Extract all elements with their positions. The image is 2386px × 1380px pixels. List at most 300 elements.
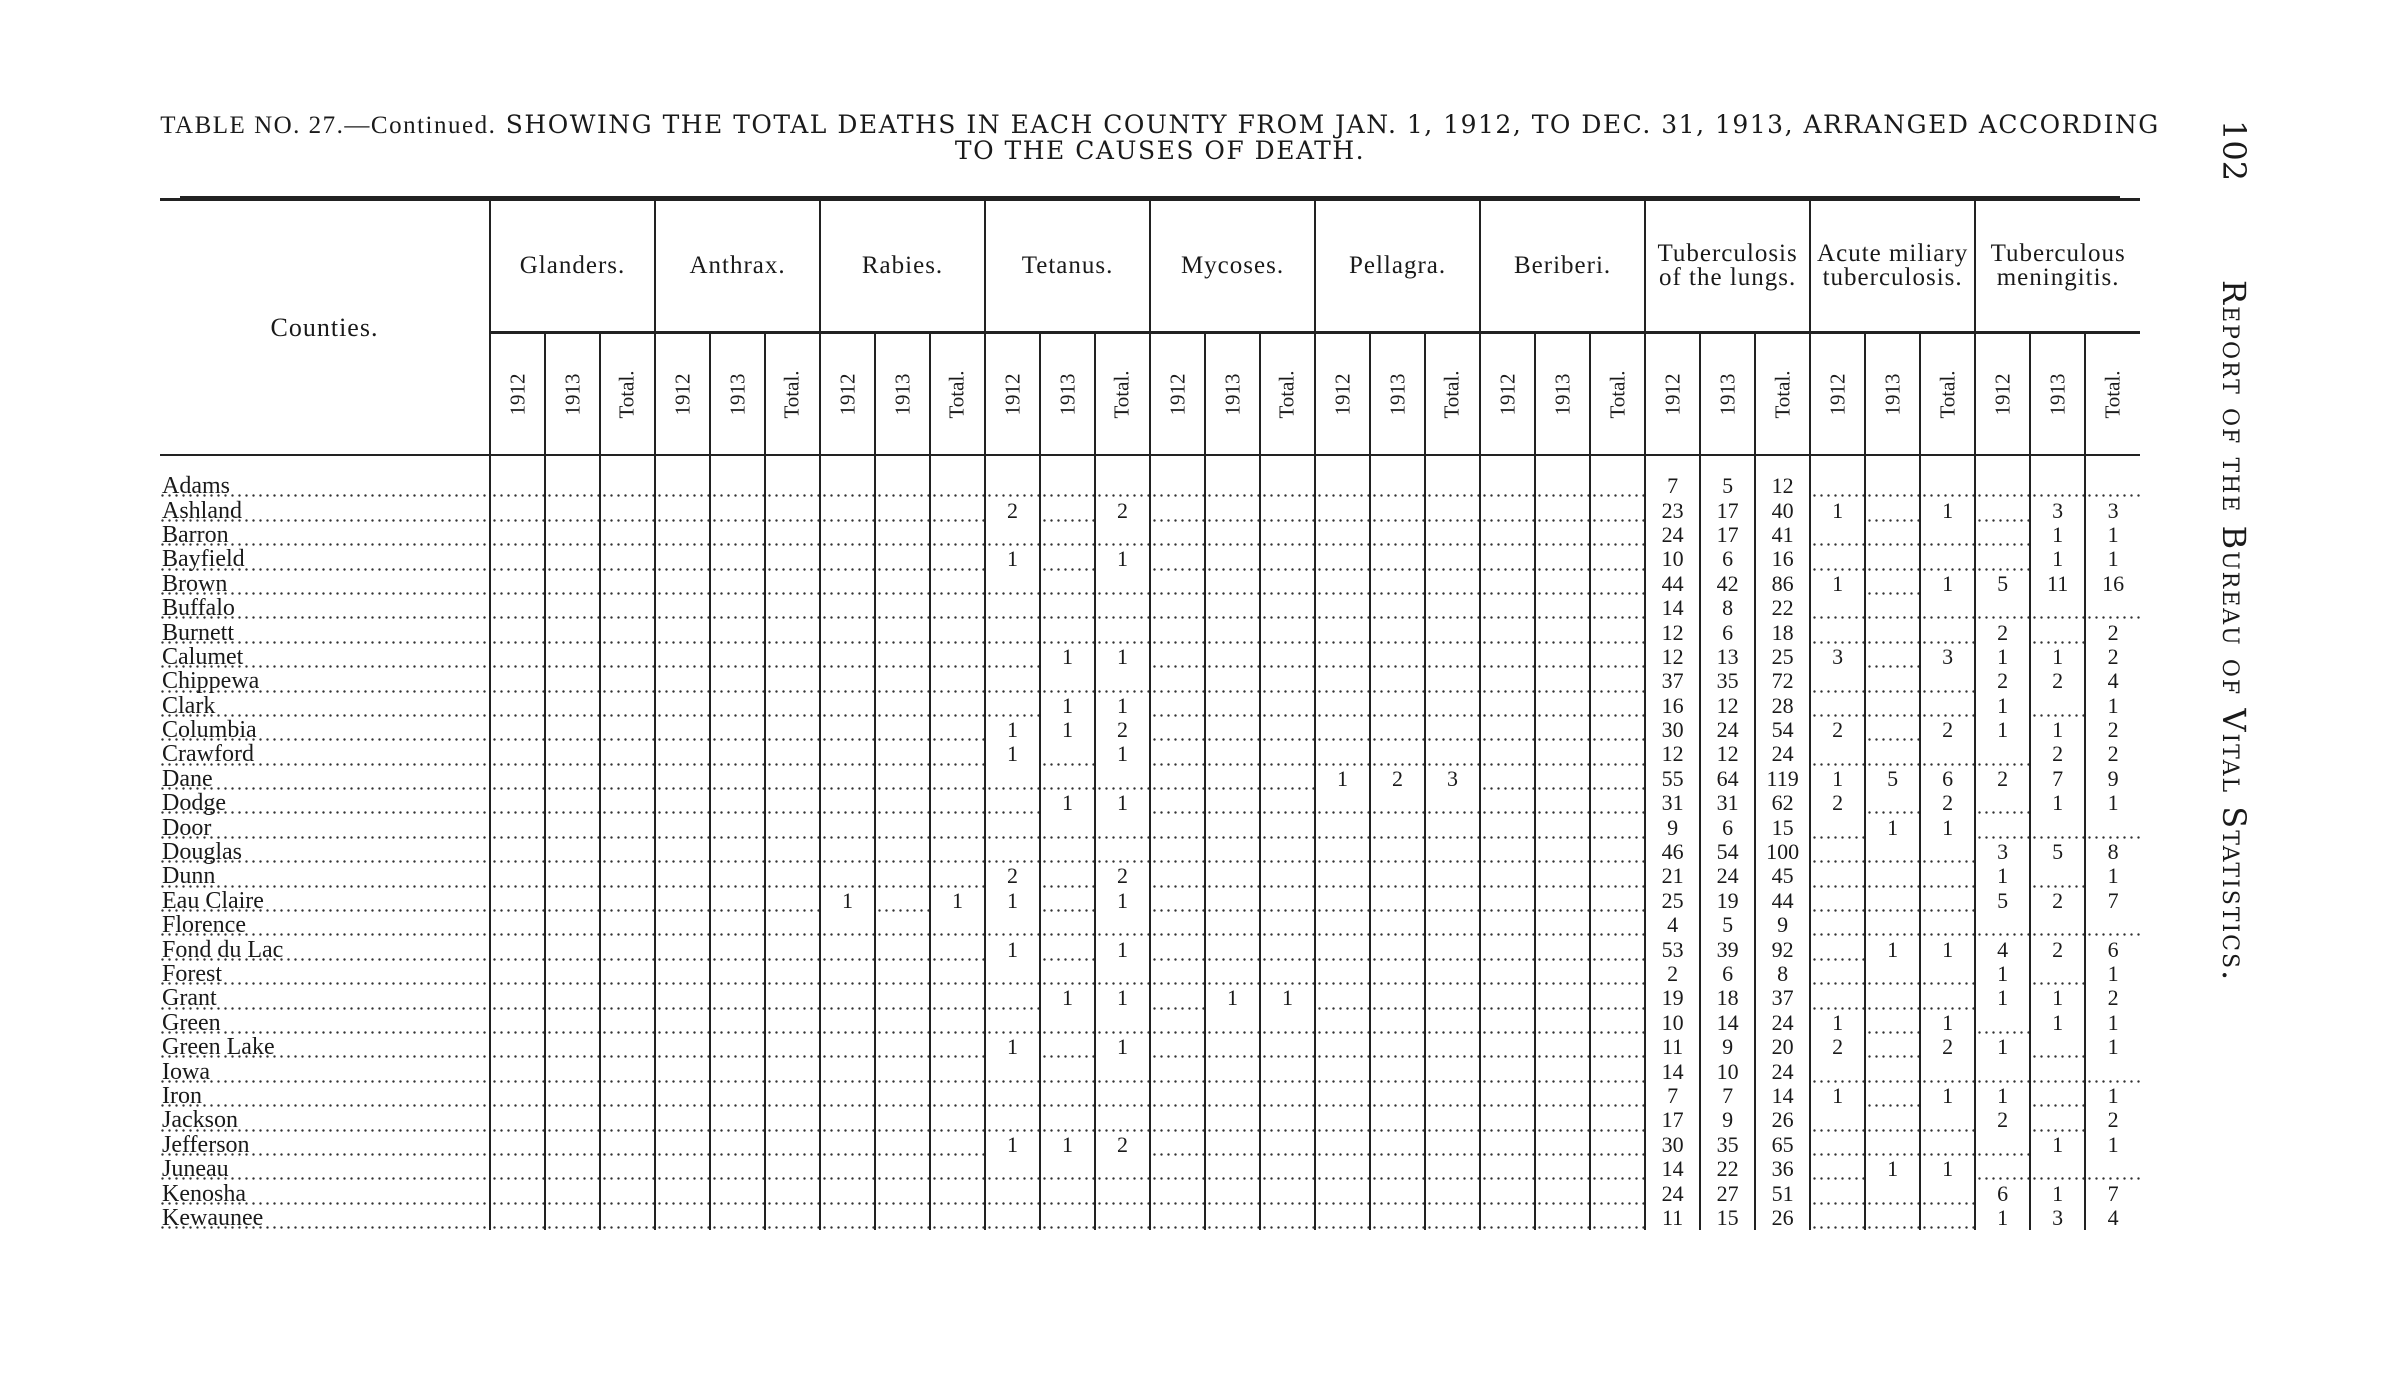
table-cell: 100 [1755,840,1810,864]
table-cell: 8 [2085,840,2140,864]
table-cell [1205,455,1260,498]
table-cell [490,1035,545,1059]
table-cell [1865,742,1920,766]
table-cell: 1 [1975,864,2030,888]
county-name: Crawford [160,742,490,766]
year-header-label: 1912 [1660,373,1685,415]
group-header: Mycoses. [1150,200,1315,333]
table-cell: 1 [1040,791,1095,815]
table-cell [1370,889,1425,913]
table-cell [655,1108,710,1132]
county-name: Eau Claire [160,889,490,913]
page-number: 102 [2215,120,2253,182]
table-cell: 1 [2030,718,2085,742]
table-cell [1975,815,2030,839]
table-cell: 1 [2085,694,2140,718]
table-cell [1315,889,1370,913]
table-cell [930,913,985,937]
table-cell [875,840,930,864]
table-title [150,112,2170,163]
table-cell [875,572,930,596]
table-cell [710,694,765,718]
county-name: Jefferson [160,1133,490,1157]
table-cell [490,986,545,1010]
table-cell [1260,1157,1315,1181]
running-head: Report of the Bureau of Vital Statistics. [2215,280,2253,983]
year-header-label: 1913 [1220,373,1245,415]
table-cell [1150,1157,1205,1181]
table-cell [930,864,985,888]
table-cell [1920,889,1975,913]
table-cell [875,986,930,1010]
table-cell [1150,1206,1205,1230]
table-row [160,669,2140,693]
table-cell [1865,1108,1920,1132]
table-cell [1535,986,1590,1010]
table-cell [710,572,765,596]
table-cell [1260,767,1315,791]
table-cell [1810,1133,1865,1157]
table-cell [1535,767,1590,791]
table-cell [765,1084,820,1108]
table-cell: 28 [1755,694,1810,718]
table-cell [765,669,820,693]
table-cell [985,840,1040,864]
table-cell [1480,669,1535,693]
table-cell [1370,1206,1425,1230]
table-cell [820,1133,875,1157]
table-cell [2030,596,2085,620]
table-cell [985,669,1040,693]
table-cell [1810,1181,1865,1205]
table-cell: 12 [1645,742,1700,766]
table-cell: 64 [1700,767,1755,791]
table-cell [655,986,710,1010]
table-cell [875,913,930,937]
table-cell [1040,498,1095,522]
table-cell: 3 [1975,840,2030,864]
table-cell [2030,1084,2085,1108]
table-cell [655,455,710,498]
table-cell [1260,889,1315,913]
table-cell [1425,572,1480,596]
table-cell [1810,547,1865,571]
year-header [600,333,655,456]
table-cell [1370,791,1425,815]
table-cell [1315,1084,1370,1108]
table-cell [1480,986,1535,1010]
table-cell [600,645,655,669]
table-cell: 2 [1920,718,1975,742]
table-cell [1040,1108,1095,1132]
table-cell [1480,1133,1535,1157]
table-cell [600,1206,655,1230]
table-cell: 10 [1645,1011,1700,1035]
table-cell [1535,1059,1590,1083]
table-cell [1040,620,1095,644]
table-cell [600,1181,655,1205]
table-cell [710,742,765,766]
table-cell [875,669,930,693]
table-cell [1865,547,1920,571]
county-name: Jackson [160,1108,490,1132]
table-cell [490,889,545,913]
table-cell [1040,572,1095,596]
table-cell [1425,815,1480,839]
table-cell: 1 [2030,1011,2085,1035]
table-cell [655,1157,710,1181]
table-cell [1260,1059,1315,1083]
table-cell: 10 [1700,1059,1755,1083]
table-cell [1480,742,1535,766]
table-cell [1865,620,1920,644]
table-cell [490,1181,545,1205]
table-cell [985,645,1040,669]
table-cell [1205,669,1260,693]
table-cell: 1 [2030,645,2085,669]
table-cell [1260,1108,1315,1132]
table-cell: 2 [2085,742,2140,766]
table-cell [1920,962,1975,986]
table-cell [545,645,600,669]
year-header-label: 1913 [1880,373,1905,415]
year-header-label: Total. [2100,369,2125,419]
year-header [1920,333,1975,456]
table-cell [2030,913,2085,937]
table-cell [710,596,765,620]
table-cell [1150,742,1205,766]
table-cell [1425,547,1480,571]
table-cell [875,1108,930,1132]
table-cell: 44 [1645,572,1700,596]
table-cell [2085,1059,2140,1083]
table-cell [1480,1181,1535,1205]
table-cell: 2 [1810,718,1865,742]
table-cell [1150,1011,1205,1035]
table-cell [1425,864,1480,888]
table-cell [1425,645,1480,669]
table-cell [655,815,710,839]
table-cell [1370,1133,1425,1157]
table-cell: 9 [1755,913,1810,937]
table-cell [490,1059,545,1083]
table-cell [1590,1206,1645,1230]
table-cell [1150,937,1205,961]
table-cell [1810,742,1865,766]
table-cell [1480,840,1535,864]
table-cell [765,889,820,913]
table-cell [1205,1011,1260,1035]
table-cell [1590,498,1645,522]
table-cell [545,1011,600,1035]
table-cell [655,840,710,864]
table-cell [820,669,875,693]
table-cell [655,572,710,596]
table-cell: 65 [1755,1133,1810,1157]
table-cell [1865,523,1920,547]
table-cell [655,596,710,620]
table-row [160,889,2140,913]
county-name: Florence [160,913,490,937]
table-cell [2030,1108,2085,1132]
table-cell [1315,1181,1370,1205]
table-cell [1040,1157,1095,1181]
table-cell: 7 [1645,1084,1700,1108]
table-cell [1480,1157,1535,1181]
table-cell [490,913,545,937]
table-cell: 41 [1755,523,1810,547]
table-cell: 1 [1040,694,1095,718]
table-cell [820,986,875,1010]
table-cell: 37 [1645,669,1700,693]
table-cell [875,1206,930,1230]
table-row [160,1059,2140,1083]
counties-header: Counties. [160,200,490,456]
county-name: Brown [160,572,490,596]
table-cell [600,1157,655,1181]
table-cell: 44 [1755,889,1810,913]
table-cell [600,913,655,937]
table-cell [1040,864,1095,888]
table-cell: 24 [1645,1181,1700,1205]
table-cell [1480,498,1535,522]
table-row [160,986,2140,1010]
table-cell [1040,547,1095,571]
table-cell: 5 [1700,913,1755,937]
table-cell [1260,645,1315,669]
group-header: Anthrax. [655,200,820,333]
table-row [160,498,2140,522]
table-cell [1370,1059,1425,1083]
table-cell [1590,596,1645,620]
table-cell: 15 [1700,1206,1755,1230]
table-cell [1920,1206,1975,1230]
table-cell [1920,986,1975,1010]
year-header-label: Total. [1935,369,1960,419]
year-header [1040,333,1095,456]
table-cell [1315,1157,1370,1181]
county-name: Kenosha [160,1181,490,1205]
table-cell: 25 [1645,889,1700,913]
table-cell: 53 [1645,937,1700,961]
table-cell [655,498,710,522]
table-cell [930,718,985,742]
table-cell [1095,455,1150,498]
table-cell [1040,1035,1095,1059]
table-cell [765,815,820,839]
table-cell: 2 [1810,1035,1865,1059]
title-line-2: TO THE CAUSES OF DEATH. [954,136,1366,165]
table-cell [1205,1059,1260,1083]
table-cell [600,694,655,718]
year-header [1315,333,1370,456]
year-header [820,333,875,456]
table-cell [655,913,710,937]
year-header-label: 1913 [1715,373,1740,415]
table-cell: 2 [2085,718,2140,742]
county-name: Green [160,1011,490,1035]
county-name: Bayfield [160,547,490,571]
table-cell [1095,1157,1150,1181]
table-cell [710,547,765,571]
table-cell: 92 [1755,937,1810,961]
table-cell [1810,840,1865,864]
table-cell [545,815,600,839]
table-cell: 26 [1755,1206,1810,1230]
table-cell [1260,937,1315,961]
table-cell [545,1206,600,1230]
table-cell [1205,840,1260,864]
table-cell [1040,815,1095,839]
table-cell [1535,1181,1590,1205]
table-cell: 1 [2085,523,2140,547]
table-cell: 3 [2030,1206,2085,1230]
table-cell: 1 [1810,1084,1865,1108]
table-cell: 6 [1700,547,1755,571]
table-cell: 1 [1920,815,1975,839]
table-cell [1260,1206,1315,1230]
table-cell [1590,864,1645,888]
table-cell [820,1157,875,1181]
table-cell [1535,815,1590,839]
table-cell: 31 [1700,791,1755,815]
group-header: Pellagra. [1315,200,1480,333]
table-cell [710,1035,765,1059]
table-cell [930,1059,985,1083]
table-cell [710,718,765,742]
year-header [1370,333,1425,456]
table-cell [1590,937,1645,961]
table-cell [1040,962,1095,986]
table-cell [1535,913,1590,937]
table-cell [1865,889,1920,913]
table-cell [710,986,765,1010]
table-cell [930,986,985,1010]
table-cell [490,742,545,766]
table-cell [930,815,985,839]
table-cell [600,572,655,596]
table-cell: 22 [1755,596,1810,620]
table-cell [1535,889,1590,913]
table-row [160,791,2140,815]
table-cell [1480,1206,1535,1230]
table-cell [985,694,1040,718]
table-cell: 2 [1920,1035,1975,1059]
table-cell [1865,986,1920,1010]
table-cell [1205,962,1260,986]
year-header-label: Total. [1605,369,1630,419]
table-cell [545,669,600,693]
table-cell [985,620,1040,644]
year-header-label: 1913 [1550,373,1575,415]
table-cell: 1 [2030,1181,2085,1205]
table-cell [1205,1181,1260,1205]
table-cell [820,840,875,864]
table-cell: 24 [1645,523,1700,547]
table-row [160,523,2140,547]
table-cell [930,791,985,815]
table-cell [1480,962,1535,986]
table-cell [1810,596,1865,620]
table-cell: 72 [1755,669,1810,693]
table-cell [765,572,820,596]
table-cell: 26 [1755,1108,1810,1132]
table-cell [655,645,710,669]
table-cell [875,718,930,742]
table-cell [2030,1157,2085,1181]
table-cell [655,1059,710,1083]
table-cell [1920,547,1975,571]
table-row [160,1157,2140,1181]
table-cell: 1 [2085,547,2140,571]
table-cell: 2 [2030,669,2085,693]
table-cell [1150,498,1205,522]
table-cell [2030,1059,2085,1083]
table-cell [875,962,930,986]
table-cell [1260,1035,1315,1059]
table-cell: 2 [2085,1108,2140,1132]
table-cell [1315,742,1370,766]
table-cell: 1 [1865,1157,1920,1181]
table-cell: 6 [1920,767,1975,791]
table-cell [1370,645,1425,669]
table-cell [765,1011,820,1035]
year-header-label: 1913 [2045,373,2070,415]
table-cell [710,791,765,815]
table-cell [1920,1133,1975,1157]
table-cell [1810,864,1865,888]
table-cell [1370,1035,1425,1059]
table-cell [1810,620,1865,644]
table-cell [1425,1011,1480,1035]
table-cell [765,864,820,888]
table-cell [1315,913,1370,937]
table-cell [600,815,655,839]
table-cell [1535,791,1590,815]
table-cell [820,815,875,839]
table-cell: 4 [2085,669,2140,693]
table-cell: 36 [1755,1157,1810,1181]
table-cell [820,1059,875,1083]
table-cell [490,962,545,986]
table-cell [1865,864,1920,888]
group-header: Tuberculous meningitis. [1975,200,2140,333]
table-cell [1315,864,1370,888]
table-cell [1150,455,1205,498]
table-cell [985,455,1040,498]
table-cell: 1 [985,742,1040,766]
table-cell [490,669,545,693]
table-cell: 1 [1865,815,1920,839]
table-cell [1205,596,1260,620]
county-name: Forest [160,962,490,986]
table-cell [1370,694,1425,718]
year-header [1645,333,1700,456]
table-cell [655,937,710,961]
table-cell [490,694,545,718]
table-cell [600,547,655,571]
table-cell: 1 [985,937,1040,961]
table-cell: 1 [1920,1011,1975,1035]
table-cell [1040,767,1095,791]
table-cell [2085,455,2140,498]
table-cell [1205,815,1260,839]
table-cell [1975,1157,2030,1181]
table-cell [1865,840,1920,864]
year-header-label: 1912 [1990,373,2015,415]
table-cell [710,840,765,864]
table-cell [1425,913,1480,937]
